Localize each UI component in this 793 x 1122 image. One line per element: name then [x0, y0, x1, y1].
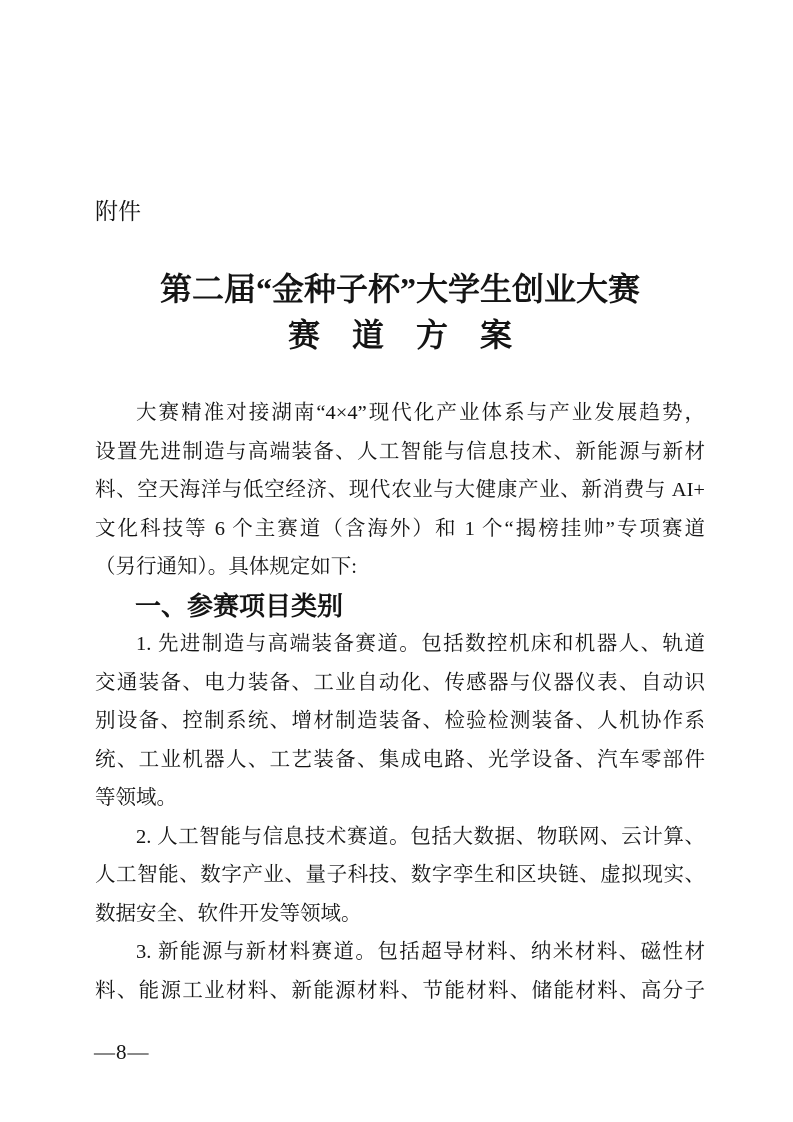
body-line: 统、工业机器人、工艺装备、集成电路、光学设备、汽车零部件	[95, 748, 705, 771]
title-line-1: 第二届“金种子杯”大学生创业大赛	[159, 271, 640, 307]
page-number: —8—	[94, 1040, 150, 1064]
attachment-label: 附件	[95, 198, 141, 224]
body-line: 人工智能、数字产业、量子科技、数字孪生和区块链、虚拟现实、	[95, 864, 705, 886]
title-line-2: 赛 道 方 案	[287, 317, 512, 353]
body-line: 等领域。	[95, 787, 177, 809]
body-line: 别设备、控制系统、增材制造装备、检验检测装备、人机协作系	[95, 710, 705, 732]
body-line: 文化科技等 6 个主赛道（含海外）和 1 个“揭榜挂帅”专项赛道	[95, 517, 705, 540]
body-line: 设置先进制造与高端装备、人工智能与信息技术、新能源与新材	[95, 440, 705, 463]
body-line: 1. 先进制造与高端装备赛道。包括数控机床和机器人、轨道	[136, 633, 705, 655]
body-line: 交通装备、电力装备、工业自动化、传感器与仪器仪表、自动识	[95, 671, 705, 694]
body-line: 料、能源工业材料、新能源材料、节能材料、储能材料、高分子	[95, 979, 705, 1002]
body-line: 数据安全、软件开发等领域。	[95, 902, 362, 925]
body-line: （另行通知）。具体规定如下:	[95, 556, 357, 578]
document-body	[95, 394, 705, 1010]
section-heading: 一、参赛项目类别	[135, 590, 344, 621]
body-line: 3. 新能源与新材料赛道。包括超导材料、纳米材料、磁性材	[136, 941, 705, 963]
body-line: 2. 人工智能与信息技术赛道。包括大数据、物联网、云计算、	[136, 825, 705, 848]
body-line: 大赛精准对接湖南“4×4”现代化产业体系与产业发展趋势，	[136, 402, 705, 424]
document-title	[95, 266, 705, 358]
body-line: 料、空天海洋与低空经济、现代农业与大健康产业、新消费与 AI+	[95, 479, 705, 501]
